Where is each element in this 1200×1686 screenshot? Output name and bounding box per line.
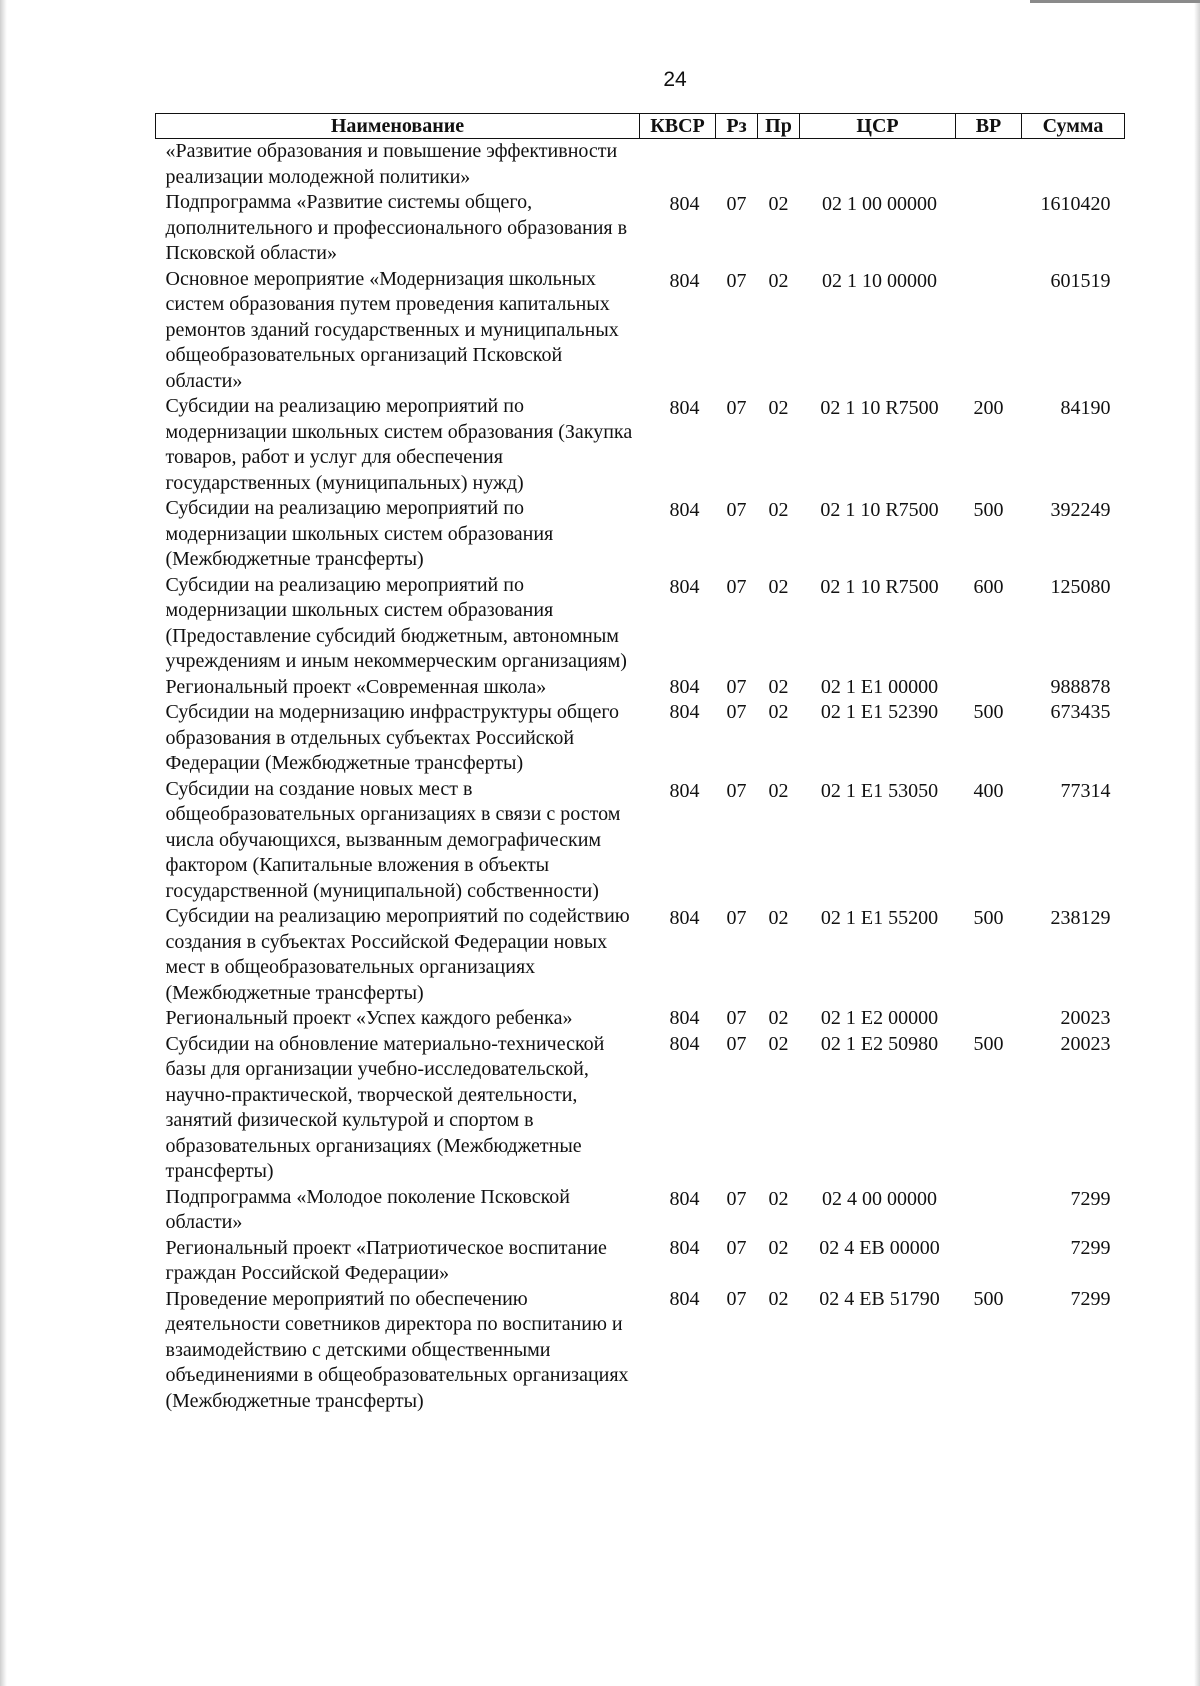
row-name: Подпрограмма «Развитие системы общего, дополнительного и профессионального образования в Псковской области»: [165, 191, 628, 264]
row-sum: 20023: [1060, 1032, 1111, 1055]
row-csr: 02 1 E2 00000: [820, 1007, 939, 1029]
row-sum: 673435: [1050, 701, 1111, 723]
row-kvsr: 804: [669, 269, 700, 292]
row-rz: 07: [726, 1007, 747, 1029]
table-row: [156, 1287, 1125, 1415]
row-rz: 07: [726, 1236, 747, 1259]
header-row: [156, 114, 1125, 139]
row-pr: 02: [768, 675, 789, 698]
row-rz: 07: [726, 1187, 747, 1210]
row-vr: 500: [973, 1032, 1004, 1055]
table-row: [156, 1185, 1125, 1236]
row-pr: 02: [768, 779, 789, 802]
row-vr: [956, 139, 1022, 191]
row-name: Проведение мероприятий по обеспечению деятельности советников директора по воспитанию и взаимодействию с детскими общественными объединениями в общеобразовательных организациях (Межбюджетные трансферты): [165, 1287, 629, 1412]
row-pr: 02: [768, 269, 789, 292]
row-rz: 07: [726, 397, 747, 419]
row-sum: 84190: [1060, 397, 1111, 419]
row-csr: 02 1 10 R7500: [820, 575, 939, 598]
row-rz: 07: [726, 499, 747, 521]
row-name: Субсидии на модернизацию инфраструктуры общего образования в отдельных субъектах Российской Федерации (Межбюджетные трансферты): [165, 701, 620, 774]
row-vr: 500: [973, 907, 1004, 929]
row-kvsr: 804: [669, 1032, 700, 1055]
row-rz: 07: [726, 907, 747, 929]
row-sum: 238129: [1050, 907, 1111, 929]
row-csr: 02 1 10 00000: [822, 269, 937, 292]
row-rz: 07: [726, 193, 747, 215]
table-row: [156, 573, 1125, 675]
row-csr: 02 1 10 R7500: [820, 499, 939, 521]
table-row: [156, 139, 1125, 191]
table-body: [156, 139, 1125, 1415]
row-pr: 02: [768, 1187, 789, 1210]
row-pr: [758, 139, 800, 191]
row-sum: 125080: [1050, 575, 1111, 598]
header-kvsr: КВСР: [640, 114, 716, 139]
header-vr: ВР: [956, 114, 1022, 139]
table-row: [156, 1032, 1125, 1185]
row-rz: 07: [726, 269, 747, 292]
row-pr: 02: [768, 1032, 789, 1055]
row-rz: 07: [726, 1287, 747, 1310]
table-row: [156, 904, 1125, 1006]
row-name: Субсидии на реализацию мероприятий по содействию создания в субъектах Российской Федерации новых мест в общеобразовательных организациях (Межбюджетные трансферты): [165, 905, 630, 1004]
row-csr: 02 1 E1 52390: [820, 701, 939, 723]
row-csr: 02 1 10 R7500: [820, 397, 939, 419]
table-row: [156, 1006, 1125, 1032]
table-row: [156, 190, 1125, 267]
header-pr: Пр: [758, 114, 800, 139]
row-csr: [800, 139, 956, 191]
table-row: [156, 700, 1125, 777]
row-sum: 77314: [1060, 779, 1111, 802]
scan-corner-mark: [1030, 0, 1200, 13]
header-rz: Рз: [716, 114, 758, 139]
row-name: Субсидии на обновление материально-технической базы для организации учебно-исследовательской, научно-практической, творческой деятельности, занятий физической культурой и спортом в образовательных организациях (Межбюджетные трансферты): [165, 1032, 605, 1182]
table-row: [156, 394, 1125, 496]
row-vr: [956, 675, 1022, 701]
row-sum: 20023: [1060, 1007, 1111, 1029]
row-kvsr: 804: [669, 575, 700, 598]
row-pr: 02: [768, 1236, 789, 1259]
row-name: Подпрограмма «Молодое поколение Псковской области»: [165, 1185, 571, 1233]
row-pr: 02: [768, 499, 789, 521]
row-csr: 02 1 E1 55200: [820, 907, 939, 929]
row-rz: 07: [726, 575, 747, 598]
row-vr: [956, 267, 1022, 395]
row-vr: 600: [973, 575, 1004, 598]
row-pr: 02: [768, 397, 789, 419]
row-pr: 02: [768, 1287, 789, 1310]
row-sum: 988878: [1050, 675, 1111, 698]
row-vr: [956, 1185, 1022, 1236]
row-kvsr: 804: [669, 1287, 700, 1310]
row-vr: 500: [973, 1287, 1004, 1310]
row-pr: 02: [768, 1007, 789, 1029]
row-sum: 7299: [1070, 1187, 1111, 1210]
row-rz: [716, 139, 758, 191]
header-sum: Сумма: [1022, 114, 1125, 139]
row-kvsr: 804: [669, 193, 700, 215]
table-row: [156, 777, 1125, 905]
table-header: [156, 114, 1125, 139]
row-vr: [956, 1236, 1022, 1287]
row-pr: 02: [768, 575, 789, 598]
row-name: Субсидии на реализацию мероприятий по модернизации школьных систем образования (Предоставление субсидий бюджетным, автономным учреждениям и иным некоммерческим организациям): [165, 573, 627, 672]
row-sum: 7299: [1070, 1287, 1111, 1310]
row-sum: 1610420: [1040, 193, 1111, 215]
scan-edge-left: [0, 0, 7, 1686]
row-kvsr: 804: [669, 1236, 700, 1259]
row-kvsr: 804: [669, 499, 700, 521]
row-pr: 02: [768, 701, 789, 723]
row-kvsr: [640, 139, 716, 191]
row-name: Субсидии на реализацию мероприятий по модернизации школьных систем образования (Закупка товаров, работ и услуг для обеспечения государственных (муниципальных) нужд): [165, 395, 633, 494]
row-pr: 02: [768, 907, 789, 929]
table-row: [156, 496, 1125, 573]
row-kvsr: 804: [669, 675, 700, 698]
row-sum: 392249: [1050, 499, 1111, 521]
scan-edge-right: [1194, 0, 1200, 1686]
table-row: [156, 267, 1125, 395]
row-csr: 02 1 00 00000: [822, 193, 937, 215]
row-rz: 07: [726, 1032, 747, 1055]
row-vr: 400: [973, 779, 1004, 802]
header-csr: ЦСР: [800, 114, 956, 139]
row-pr: 02: [768, 193, 789, 215]
row-csr: 02 1 E1 00000: [820, 675, 939, 698]
row-csr: 02 4 EB 00000: [819, 1236, 940, 1259]
page-number: 24: [663, 68, 687, 91]
row-csr: 02 1 E1 53050: [820, 779, 939, 802]
row-vr: 200: [973, 397, 1004, 419]
row-csr: 02 4 EB 51790: [819, 1287, 940, 1310]
row-vr: [956, 190, 1022, 267]
table-row: [156, 1236, 1125, 1287]
row-name: «Развитие образования и повышение эффективности реализации молодежной политики»: [165, 140, 618, 188]
row-kvsr: 804: [669, 907, 700, 929]
row-sum: [1022, 139, 1125, 191]
row-rz: 07: [726, 675, 747, 698]
row-name: Субсидии на создание новых мест в общеобразовательных организациях в связи с ростом числа обучающихся, вызванным демографическим фактором (Капитальные вложения в объекты государственной (муниципальной) собственности): [165, 777, 621, 902]
row-name: Региональный проект «Успех каждого ребенка»: [165, 1007, 573, 1029]
row-rz: 07: [726, 779, 747, 802]
row-kvsr: 804: [669, 701, 700, 723]
row-rz: 07: [726, 701, 747, 723]
row-csr: 02 4 00 00000: [822, 1187, 937, 1210]
row-vr: [956, 1006, 1022, 1032]
row-name: Региональный проект «Современная школа»: [165, 675, 547, 698]
row-kvsr: 804: [669, 1187, 700, 1210]
row-csr: 02 1 E2 50980: [820, 1032, 939, 1055]
row-kvsr: 804: [669, 779, 700, 802]
row-vr: 500: [973, 499, 1004, 521]
row-name: Региональный проект «Патриотическое воспитание граждан Российской Федерации»: [165, 1236, 607, 1284]
row-name: Основное мероприятие «Модернизация школьных систем образования путем проведения капитальных ремонтов зданий государственных и муниципальных общеобразовательных организаций Псковской области»: [165, 267, 619, 392]
row-name: Субсидии на реализацию мероприятий по модернизации школьных систем образования (Межбюджетные трансферты): [165, 497, 554, 570]
row-kvsr: 804: [669, 1007, 700, 1029]
table-row: [156, 675, 1125, 701]
row-kvsr: 804: [669, 397, 700, 419]
row-sum: 7299: [1070, 1236, 1111, 1259]
row-sum: 601519: [1050, 269, 1111, 292]
header-name: Наименование: [156, 114, 640, 139]
row-vr: 500: [973, 701, 1004, 723]
budget-table: [155, 113, 1125, 1414]
